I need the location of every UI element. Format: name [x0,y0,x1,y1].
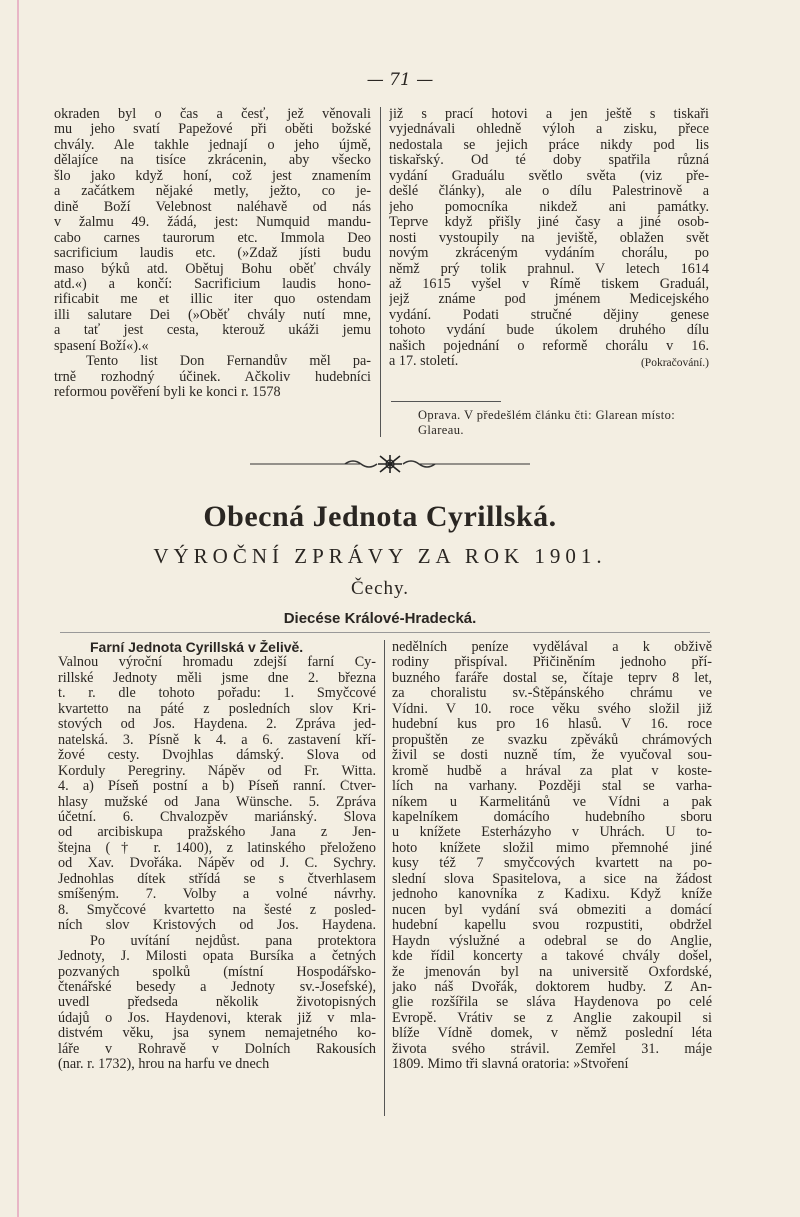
section-subtitle: VÝROČNÍ ZPRÁVY ZA ROK 1901. [153,544,607,568]
bottom-left-column [58,640,376,1073]
text-line: Vídni. V 10. roce věku svého složil již [392,701,712,717]
text-line: distvém věku, jsa synem nemajetného ko- [58,1026,376,1042]
column-divider-top [380,107,381,437]
correction-note: Oprava. V předešlém článku čti: Glarean místo: Glareau. [418,408,676,437]
text-line: od Xav. Dvořáka. Nápěv od J. C. Sychry. [58,856,376,872]
text-line: a 17. století. [389,354,459,370]
page-edge-rule [17,0,19,1217]
text-line: níkem u Karmelitánů ve Vídni a pak [392,794,712,810]
text-line: vydání. Podati stručné dějiny genese [389,307,709,323]
text-line: kde řídil koncerty a takové chvály došel, [392,949,712,965]
text-line: účetní. 6. Chvalozpěv mariánský. Slova [58,809,376,825]
section-title: Obecná Jednota Cyrillská. [203,500,557,533]
text-line: vyjednávali ohledně výloh a zisku, přece [389,122,709,138]
text-line: chvály. Ale takhle jednají o jeho újmě, [54,137,371,153]
text-line: 1809. Mimo tři slavná oratoria: »Stvoření [392,1057,629,1073]
text-line: nucen byl vydání svá obmeziti a domácí [392,902,712,918]
text-line: od arcibiskupa pražského Jana z Jen- [58,825,376,841]
text-line: t. r. dle tohoto pořadu: 1. Smyčcové [58,686,376,702]
text-line: nedělních peníze vydělával a k obživě [392,640,712,655]
region-heading: Čechy. [350,578,410,599]
text-line: Evropě. Vrátiv se z Anglie zakoupil si [392,1010,712,1026]
text-line: údajů o Jos. Haydenovi, kterak již v mla- [58,1010,376,1026]
text-line: hudební kus pro 16 hlasů. V 16. roce [392,717,712,733]
text-line: rillské Jednoty měli jsme dne 2. března [58,670,376,686]
text-line: smíšeným. 7. Volby a volné návrhy. [58,887,376,903]
text-line: uvedl předseda několik životopisných [58,995,376,1011]
top-right-column [389,107,709,371]
text-line: Jednohlas dítek střídá se s čtverhlasem [58,871,376,887]
report-title: Farní Jednota Cyrillská v Želivě. [90,640,304,655]
text-line: Tento list Don Fernandův měl pa- [86,354,371,370]
text-line: Korduly Peregriny. Nápěv od Fr. Witta. [58,763,376,779]
bottom-right-column [392,640,712,1073]
text-line: okraden byl o čas a česť, jež věnovali [54,107,371,122]
text-line: šlo jako když honí, což jest znamením [54,168,371,184]
text-line: u knížete Esterházyho v Uhrách. U to- [392,825,712,841]
text-line: láře v Rohravě v Dolních Rakousích [58,1041,376,1057]
text-line: glie rozšířila se sláva Haydenova po celé [392,995,712,1011]
text-line: v žalmu 49. žádá, jest: Numquid mandu- [54,215,371,231]
text-line: Haydn výslužné a odebral se do Anglie, [392,933,712,949]
text-line: blíže Vídně domek, v němž poslední léta [392,1026,712,1042]
page-number: — 71 — [366,70,434,90]
text-line: lích na varhany. Později stal se varha- [392,779,712,795]
text-line: vydání Graduálu světlo světa (viz pře- [389,168,709,184]
column-divider-bottom [384,640,385,1116]
text-line: hlasy mužské od Jana Wünsche. 5. Zpráva [58,794,376,810]
text-line: a tať jest cesta, kterouž ukáži jemu [54,323,371,339]
text-line: života svého strávil. Zemřel 31. máje [392,1041,712,1057]
text-line: buzného faráře dostal se, čítaje teprv 8 let, [392,670,712,686]
text-line: novým zkráceným vydáním chorálu, po [389,246,709,262]
text-line: rificabit me et illic iter quo ostendam [54,292,371,308]
text-line: kapelníkem domácího hudebního sboru [392,809,712,825]
text-line: slední slova Spasitelova, a sice na žádost [392,871,712,887]
text-line: 4. a) Píseň postní a b) Píseň ranní. Čtver- [58,779,376,795]
text-line: dělajíce na tisíce zkrácenin, aby všecko [54,153,371,169]
footnote-rule [391,401,501,402]
text-line: jejž známe pod jménem Medicejského [389,292,709,308]
text-line: propuštěn ze svazku zpěváků chrámových [392,732,712,748]
text-line: atd.«) a končí: Sacrificium laudis hono- [54,276,371,292]
text-line: cabo carnes taurorum etc. Immola Deo [54,230,371,246]
text-line: natelská. 3. Písně k 4. a 6. zastavení kří- [58,732,376,748]
text-line: za choralistu sv.-Štěpánského chrámu ve [392,686,712,702]
text-line: pozvaných spolků (místní Hospodářsko- [58,964,376,980]
text-line: tiskařský. Od té doby spatřila různá [389,153,709,169]
text-line: hudební kapellu svou rozpustiti, obdržel [392,918,712,934]
text-line: Valnou výroční hromadu zdejší farní Cy- [58,655,376,671]
heading-rule [60,632,710,633]
text-line: tohoto vydání bude úkolem druhého dílu [389,323,709,339]
text-line: illi salutare Dei (»Oběť chvály nutí mne, [54,307,371,323]
text-line: spasení Boží«).« [54,338,149,354]
text-line: rodiny přispíval. Přičiněním jednoho pří- [392,655,712,671]
text-line: čtenářské besedy a Jednoty sv.-Josefské), [58,979,376,995]
text-line: (nar. r. 1732), hrou na harfu ve dnech [58,1057,270,1073]
text-line: jako náš Dvořák, doktorem hudby. Z An- [392,979,712,995]
text-line: až 1615 vyšel v Římě tiskem Graduál, [389,276,709,292]
text-line: nosti vystoupily na jeviště, oblažen svět [389,230,709,246]
continued-note: (Pokračování.) [640,356,709,369]
ornament-icon [250,454,530,474]
diocese-heading: Diecése Králové-Hradecká. [283,610,477,627]
text-line: dině Boží Velebnost naléhavě od nás [54,199,371,215]
top-left-column [54,107,371,401]
text-line: trně rozhodný účinek. Ačkoliv hudebníci [54,369,371,385]
text-line: že jmenován byl na universitě Oxfordské, [392,964,712,980]
text-line: již s prací hotovi a jen ještě s tiskaři [389,107,709,122]
text-line: stových od Jos. Haydena. 2. Zpráva jed- [58,717,376,733]
text-line: němž prý tolik prahnul. V letech 1614 [389,261,709,277]
text-line: kromě hudbě a hrával za plat v koste- [392,763,712,779]
text-line: hoto knížete složil mimo přemnohé jiné [392,840,712,856]
text-line: reformou pověření byli ke konci r. 1578 [54,385,281,401]
text-line: mu jeho svatí Papežové při oběti božské [54,122,371,138]
text-line: jeho pomocníka nikdež ani památky. [389,199,709,215]
text-line: 8. Smyčcové kvartetto na šesté z posled- [58,902,376,918]
text-line: živil se dosti nuzně tím, že vyučoval sou- [392,748,712,764]
text-line: maso býků atd. Obětuj Bohu oběť chvály [54,261,371,277]
text-line: našich pojednání o reformě chorálu v 16. [389,338,709,354]
text-line: sacrificium laudis etc. (»Zdaž jísti budu [54,246,371,262]
text-line: žové cesty. Dvojhlas dámský. Slova od [58,748,376,764]
text-line: kvartetto na páté z posledních slov Kri- [58,701,376,717]
text-line: dešlé články), ale o dílu Palestrinově a [389,184,709,200]
text-line: Po uvítání nejdůst. pana protektora [90,933,376,949]
ornament-divider [250,454,530,474]
text-line: štejna († r. 1400), z latinského přeloženo [58,840,376,856]
text-line: kusy též 7 smyčcových kvartett na po- [392,856,712,872]
text-line: ních slov Kristových od Jos. Haydena. [58,918,376,934]
text-line: nedostala se jejich práce nikdy pod lis [389,137,709,153]
text-line: jednoho kanovníka z Kadixu. Když kníže [392,887,712,903]
text-line: Teprve když přišly jiné časy a jiné osob- [389,215,709,231]
text-line: Jednoty, J. Milosti opata Bursíka a četných [58,949,376,965]
text-line: a začátkem nějaké metly, ježto, co je- [54,184,371,200]
